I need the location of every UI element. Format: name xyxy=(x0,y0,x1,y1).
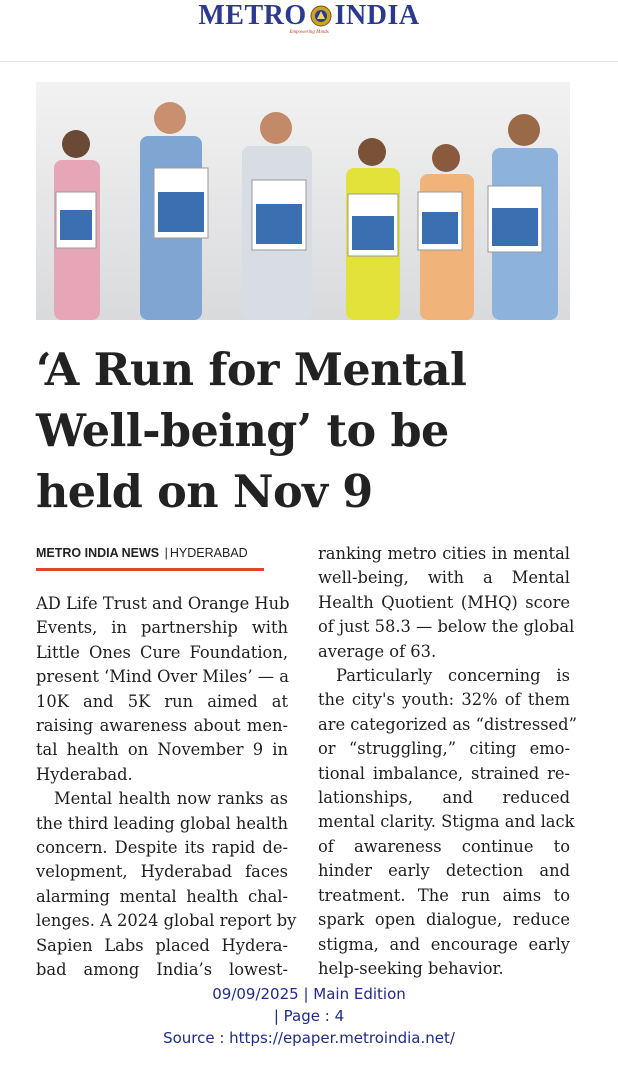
article-line: tional imbalance, strained re- xyxy=(318,763,570,783)
article-line: present ‘Mind Over Miles’ — a xyxy=(36,667,289,687)
article-line: raising awareness about men- xyxy=(36,716,288,736)
article-line: mental clarity. Stigma and lack xyxy=(318,812,575,832)
article-line: velopment, Hyderabad faces xyxy=(36,862,288,882)
headline-line: Well-being’ to be xyxy=(36,405,449,457)
article-line: bad among India’s lowest- xyxy=(36,960,288,980)
article-line: AD Life Trust and Orange Hub xyxy=(36,594,290,613)
brand-right: INDIA xyxy=(334,0,420,31)
headline-line: held on Nov 9 xyxy=(36,466,373,518)
article-line: help-seeking behavior. xyxy=(318,958,504,978)
article-line: 10K and 5K run aimed at xyxy=(36,691,288,711)
footer xyxy=(0,983,618,1049)
article-line: stigma, and encourage early xyxy=(318,934,570,954)
byline-separator: | xyxy=(164,546,168,560)
event-photo-image xyxy=(36,82,570,320)
article-line: are categorized as “distressed” xyxy=(318,714,577,734)
article-line: concern. Despite its rapid de- xyxy=(36,838,288,858)
article-line: Particularly concerning is xyxy=(336,666,570,686)
article-line: Sapien Labs placed Hydera- xyxy=(36,935,288,955)
article-line: lationships, and reduced xyxy=(318,788,570,808)
article-column-right xyxy=(318,542,577,981)
article-line: Health Quotient (MHQ) score xyxy=(318,592,570,612)
article-line: the city's youth: 32% of them xyxy=(318,690,570,710)
article-line: hinder early detection and xyxy=(318,861,570,881)
brand-left: METRO xyxy=(198,0,307,31)
headline-line: ‘A Run for Mental xyxy=(36,344,467,396)
article-line: Events, in partnership with xyxy=(36,618,288,638)
article-line: average of 63. xyxy=(318,641,437,661)
event-photo xyxy=(36,82,570,320)
byline-accent-rule xyxy=(36,568,264,571)
masthead-divider xyxy=(0,61,618,62)
article-line: spark open dialogue, reduce xyxy=(318,910,570,930)
masthead-logo xyxy=(0,0,618,32)
footer-source-link[interactable]: Source : https://epaper.metroindia.net/ xyxy=(163,1029,455,1047)
article-column-left xyxy=(36,592,297,983)
byline xyxy=(36,546,266,560)
article-line: of awareness continue to xyxy=(318,836,570,856)
article-line: Little Ones Cure Foundation, xyxy=(36,642,288,662)
article-line: lenges. A 2024 global report by xyxy=(36,911,297,931)
emblem-icon xyxy=(310,5,332,27)
article-line: or “struggling,” citing emo- xyxy=(318,739,570,759)
byline-agency: METRO INDIA NEWS xyxy=(36,546,160,560)
article-line: Mental health now ranks as xyxy=(54,789,288,809)
article-line: ranking metro cities in mental xyxy=(318,544,570,563)
article-line: well-being, with a Mental xyxy=(318,568,570,588)
footer-page: | Page : 4 xyxy=(273,1007,345,1025)
article-line: alarming mental health chal- xyxy=(36,886,288,906)
masthead xyxy=(0,0,618,44)
byline-location: HYDERABAD xyxy=(169,546,248,560)
headline xyxy=(36,340,576,523)
article-line: the third leading global health xyxy=(36,813,288,833)
article-line: treatment. The run aims to xyxy=(318,885,570,905)
masthead-tagline: Empowering Minds xyxy=(289,30,329,35)
article-line: tal health on November 9 in xyxy=(36,740,288,760)
article-line: Hyderabad. xyxy=(36,764,133,784)
article-line: of just 58.3 — below the global xyxy=(318,617,575,637)
footer-date-edition: 09/09/2025 | Main Edition xyxy=(212,985,406,1003)
